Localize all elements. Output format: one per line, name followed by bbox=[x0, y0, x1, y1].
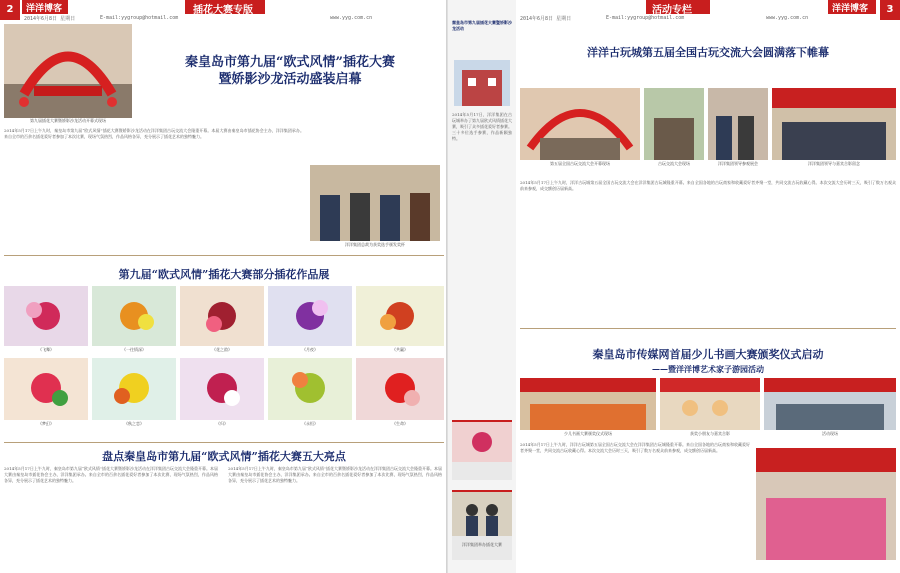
opening-photo bbox=[520, 88, 640, 160]
gallery-caption: 《秋之恋》 bbox=[124, 421, 144, 426]
divider bbox=[4, 255, 444, 256]
arrangement-photo bbox=[92, 286, 176, 346]
flower-icon bbox=[92, 358, 176, 420]
bottom-article-text: 2014年5月17日上午九时，洋洋古玩城第五届全国古玩交流大会在洋洋集团古玩城隆重开幕。来自全国各地的古玩商家和收藏爱好者齐聚一堂，共同交流古玩收藏心得。本次交流大会历时三天，吸引了数万名观众前来参观，成交额创历届新高。 bbox=[520, 442, 750, 453]
bottom-headline: 秦皇岛市传媒网首届少儿书画大赛颁奖仪式启动 bbox=[592, 348, 824, 361]
arrangement-photo bbox=[4, 286, 88, 346]
top-headline: 洋洋古玩城第五届全国古玩交流大会圆满落下帷幕 bbox=[587, 46, 829, 59]
right-page bbox=[516, 0, 900, 573]
award-photo bbox=[310, 165, 440, 241]
main-headline-line2: 暨娇影沙龙活动盛装启幕 bbox=[218, 72, 362, 87]
top-photo-caption: 第九届插花大赛暨娇影沙龙活动开幕式现场 bbox=[30, 118, 106, 123]
exhibition-photo bbox=[644, 88, 704, 160]
event-image bbox=[764, 378, 896, 430]
arrangement-photo bbox=[356, 358, 444, 420]
divider bbox=[520, 328, 896, 329]
gallery-title: 第九届“欧式风情”插花大赛部分插花作品展 bbox=[118, 268, 330, 281]
visit-image bbox=[708, 88, 768, 160]
left-header bbox=[0, 0, 448, 22]
flower-icon bbox=[452, 422, 512, 462]
group-caption: 洋洋集团领导与嘉宾合影留念 bbox=[808, 161, 860, 166]
gallery-caption: 《花之韵》 bbox=[212, 347, 232, 352]
visit-caption: 洋洋集团领导参观展会 bbox=[718, 161, 758, 166]
side-box-2 bbox=[452, 490, 512, 560]
arrangement-photo bbox=[356, 286, 444, 346]
flower-icon bbox=[4, 286, 88, 346]
side-text: 2014年5月17日，洋洋集团在古玩城举办了第九届欧式风情插花大赛，吸引了众多插花爱好者参赛。三十多位选手参赛，作品新颖独特。 bbox=[452, 112, 512, 141]
opening-ceremony-photo bbox=[4, 24, 132, 118]
award-image bbox=[310, 165, 440, 241]
right-header bbox=[516, 0, 900, 22]
opening-caption: 第五届全国古玩交流大会开幕现场 bbox=[550, 161, 610, 166]
side-building-photo bbox=[454, 60, 510, 106]
gallery-caption: 《月夜》 bbox=[302, 347, 318, 352]
gallery-caption: 《梦幻》 bbox=[38, 421, 54, 426]
bottom-subheadline: ——暨洋洋博艺术家子游园活动 bbox=[652, 364, 764, 374]
issue-line: 2014年6月8日 星期日 bbox=[520, 16, 572, 22]
section-title: 插花大赛专版 bbox=[193, 5, 253, 16]
gallery-caption: 《共赢》 bbox=[392, 347, 408, 352]
exhibition-image bbox=[644, 88, 704, 160]
award-ceremony-caption: 少儿书画大赛颁奖仪式现场 bbox=[564, 431, 612, 436]
arrangement-photo bbox=[268, 286, 352, 346]
visit-photo bbox=[708, 88, 768, 160]
flower-icon bbox=[268, 358, 352, 420]
flower-icon bbox=[92, 286, 176, 346]
gallery-caption: 《飞舞》 bbox=[38, 347, 54, 352]
award-photo-caption: 洋洋集团总裁为获奖选手颁发奖杯 bbox=[345, 242, 405, 247]
side-intro: 秦皇岛市第九届插花大赛暨娇影沙龙活动 bbox=[452, 20, 512, 31]
side-box-1 bbox=[452, 420, 512, 480]
page-number: 2 bbox=[0, 0, 20, 20]
divider bbox=[4, 442, 444, 443]
side-column bbox=[448, 0, 516, 573]
gallery-caption: 《生命》 bbox=[392, 421, 408, 426]
arrangement-photo bbox=[268, 358, 352, 420]
bottom-right-photo bbox=[756, 448, 896, 560]
flower-icon bbox=[180, 286, 264, 346]
side-caption: 洋洋集团举办插花大赛 bbox=[462, 542, 502, 547]
event-photo bbox=[764, 378, 896, 430]
main-headline-line1: 秦皇岛市第九届“欧式风情”插花大赛 bbox=[185, 55, 395, 70]
group-image bbox=[772, 88, 896, 160]
bottom-headline: 盘点秦皇岛市第九届“欧式风情”插花大赛五大亮点 bbox=[102, 450, 346, 463]
top-article-text: 2014年5月17日上午九时，洋洋古玩城第五届全国古玩交流大会在洋洋集团古玩城隆重开幕。来自全国各地的古玩商家和收藏爱好者齐聚一堂，共同交流古玩收藏心得。本次交流大会历时三天，吸引了数万名观众前来参观，成交额创历届新高。 bbox=[520, 180, 896, 191]
main-headline bbox=[140, 54, 440, 88]
flower-icon bbox=[356, 358, 444, 420]
building-icon bbox=[454, 60, 510, 106]
lead-article-text: 2014年5月17日上午九时，秦皇岛市第九届“欧式风情”插花大赛暨娇影沙龙活动在洋洋集团古玩交流大会隆重开幕。本届大赛由秦皇岛市插花协会主办，洋洋集团承办。来自全市的百余名插花爱好者参加了本次比赛，现场气氛热烈，作品风格各异，充分展示了插花艺术的独特魅力。 bbox=[4, 128, 304, 139]
left-page bbox=[0, 0, 448, 573]
section-title: 活动专栏 bbox=[652, 5, 692, 16]
children-caption: 获奖小朋友与嘉宾合影 bbox=[690, 431, 730, 436]
arrangement-photo bbox=[4, 358, 88, 420]
gallery bbox=[4, 286, 444, 436]
flower-icon bbox=[268, 286, 352, 346]
gallery-caption: 《归》 bbox=[216, 421, 228, 426]
arrangement-photo bbox=[180, 358, 264, 420]
children-photo bbox=[660, 378, 760, 430]
flower-icon bbox=[4, 358, 88, 420]
people-icon bbox=[452, 492, 512, 536]
award-ceremony-photo bbox=[520, 378, 656, 430]
website: www.yyg.com.cn bbox=[766, 15, 809, 21]
email-line: E-mail:yygroup@hotmail.com bbox=[100, 15, 179, 21]
masthead: 洋洋博客 bbox=[832, 4, 869, 14]
children-image bbox=[660, 378, 760, 430]
crowd-image bbox=[756, 448, 896, 560]
arrangement-photo bbox=[180, 286, 264, 346]
opening-image bbox=[520, 88, 640, 160]
flower-icon bbox=[356, 286, 444, 346]
flower-icon bbox=[180, 358, 264, 420]
issue-line: 2014年6月8日 星期日 bbox=[24, 16, 76, 22]
masthead: 洋洋博客 bbox=[26, 4, 63, 14]
event-caption: 活动现场 bbox=[822, 431, 838, 436]
gallery-caption: 《一往情深》 bbox=[122, 347, 146, 352]
email-line: E-mail:yygroup@hotmail.com bbox=[606, 15, 685, 21]
group-photo bbox=[772, 88, 896, 160]
website: www.yyg.com.cn bbox=[330, 15, 373, 21]
page-number: 3 bbox=[880, 0, 900, 20]
exhibition-caption: 古玩交流大会现场 bbox=[658, 161, 690, 166]
award-ceremony-image bbox=[520, 378, 656, 430]
arrangement-photo bbox=[92, 358, 176, 420]
opening-ceremony-image bbox=[4, 24, 132, 118]
gallery-caption: 《永恒》 bbox=[302, 421, 318, 426]
bottom-article-col1: 2014年5月17日上午九时，秦皇岛市第九届“欧式风情”插花大赛暨娇影沙龙活动在洋洋集团古玩交流大会隆重开幕。本届大赛由秦皇岛市插花协会主办，洋洋集团承办。来自全市的百余名插花爱好者参加了本次比赛，现场气氛热烈，作品风格各异，充分展示了插花艺术的独特魅力。 bbox=[4, 466, 218, 483]
bottom-article-col2: 2014年5月17日上午九时，秦皇岛市第九届“欧式风情”插花大赛暨娇影沙龙活动在洋洋集团古玩交流大会隆重开幕。本届大赛由秦皇岛市插花协会主办，洋洋集团承办。来自全市的百余名插花爱好者参加了本次比赛，现场气氛热烈，作品风格各异，充分展示了插花艺术的独特魅力。 bbox=[228, 466, 442, 483]
